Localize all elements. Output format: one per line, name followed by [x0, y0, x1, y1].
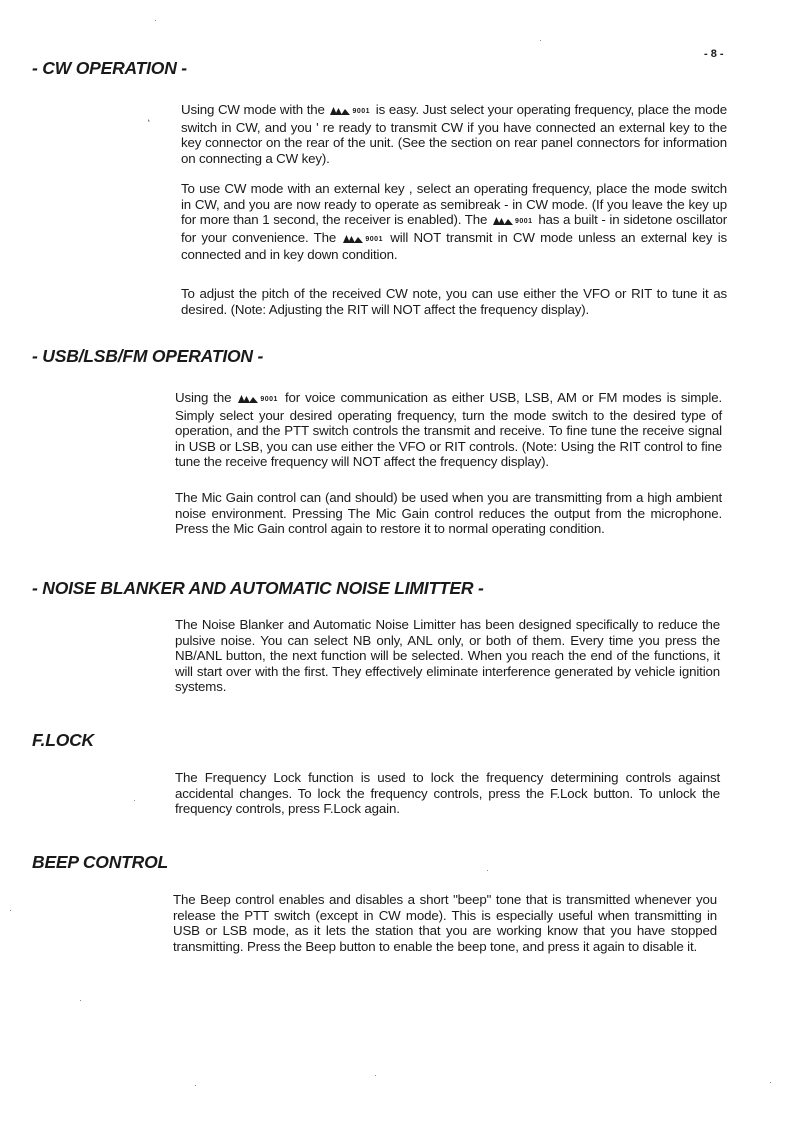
brand-logo-icon — [493, 217, 513, 225]
cw-paragraph-2 — [181, 181, 727, 263]
usb-p1-text-b: for voice communication as either USB, LSB, AM or FM modes is simple. Simply select your desired operating frequency, turn the mode switch to the desired type of operation, and the PTT switch controls the transmit and receive. To fine tune the receive signal in USB or LSB, you can use either the VFO or RIT controls. (Note: Using the RIT control to fine tune the receive frequency will NOT affect the frequency display). — [175, 390, 722, 470]
scan-speck — [487, 870, 488, 871]
cw-p2-text-b: has a built - in sidetone oscillator for your convenience. The — [181, 212, 728, 245]
scan-speck — [80, 1000, 81, 1001]
beep-paragraph-1: The Beep control enables and disables a short "beep" tone that is transmitted whenever you release the PTT switch (except in CW mode). This is especially useful when transmitting in USB or LSB mode, as it lets the station that you are working know that you have stopped transmitting. Press the Beep button to enable the beep tone, and press it again to disable it. — [173, 892, 717, 954]
noise-paragraph-1: The Noise Blanker and Automatic Noise Limitter has been designed specifically to reduce the pulsive noise. You can select NB only, ANL only, or both of them. Every time you press the NB/ANL button, the next function will be selected. When you reach the end of the functions, it will start over with the first. They effectively eliminate interference generated by vehicle ignition systems. — [175, 617, 720, 695]
brand-logo: 9001 — [493, 212, 533, 230]
section-heading-beep-control: BEEP CONTROL — [32, 852, 168, 872]
brand-logo: 9001 — [238, 390, 278, 408]
scan-speck — [134, 800, 135, 801]
scan-speck — [375, 1075, 376, 1076]
cw-paragraph-1 — [181, 102, 727, 166]
brand-logo-icon — [330, 107, 350, 115]
section-heading-usb-lsb-fm-operation: - USB/LSB/FM OPERATION - — [32, 346, 264, 366]
usb-paragraph-2: The Mic Gain control can (and should) be used when you are transmitting from a high ambient noise environment. Pressing The Mic Gain control reduces the output from the microphone. Press the Mic Gain control again to restore it to normal operating condition. — [175, 490, 722, 537]
brand-logo-icon — [343, 235, 363, 243]
brand-logo: 9001 — [343, 230, 383, 248]
cw-paragraph-3: To adjust the pitch of the received CW note, you can use either the VFO or RIT to tune it as desired. (Note: Adjusting the RIT will NOT affect the frequency display). — [181, 286, 727, 317]
cw-p1-text-b: is easy. Just select your operating frequency, place the mode switch in CW, and you ' re ready to transmit CW if you have connected an external key to the key connector on the rear of the unit. (See the section on rear panel connectors for information on connecting a CW key). — [181, 102, 727, 166]
cw-p2-text-a: To use CW mode with an external key , select an operating frequency, place the mode switch in CW, and you are now ready to operate as semibreak - in CW mode. (If you leave the key up for more than 1 second, the receiver is enabled). The — [181, 181, 727, 228]
section-heading-noise-blanker: - NOISE BLANKER AND AUTOMATIC NOISE LIMITTER - — [32, 578, 484, 598]
stray-mark: ‘ — [146, 118, 154, 129]
usb-paragraph-1 — [175, 390, 722, 470]
section-heading-f-lock: F.LOCK — [32, 730, 94, 750]
scan-speck — [540, 40, 541, 41]
flock-paragraph-1: The Frequency Lock function is used to lock the frequency determining controls against accidental changes. To lock the frequency controls, press the F.Lock button. To unlock the frequency controls, press F.Lock again. — [175, 770, 720, 817]
brand-logo: 9001 — [330, 102, 370, 120]
page-number: - 8 - — [704, 48, 724, 60]
scan-speck — [10, 910, 11, 911]
brand-logo-icon — [238, 395, 258, 403]
scan-speck — [770, 1082, 771, 1083]
section-heading-cw-operation: - CW OPERATION - — [32, 58, 187, 78]
scan-speck — [155, 20, 156, 21]
scan-speck — [195, 1085, 196, 1086]
cw-p1-text-a: Using CW mode with the — [181, 102, 325, 117]
cw-p2-text-c: will NOT transmit in CW mode unless an external key is connected and in key down condition. — [181, 229, 728, 263]
usb-p1-text-a: Using the — [175, 390, 232, 405]
